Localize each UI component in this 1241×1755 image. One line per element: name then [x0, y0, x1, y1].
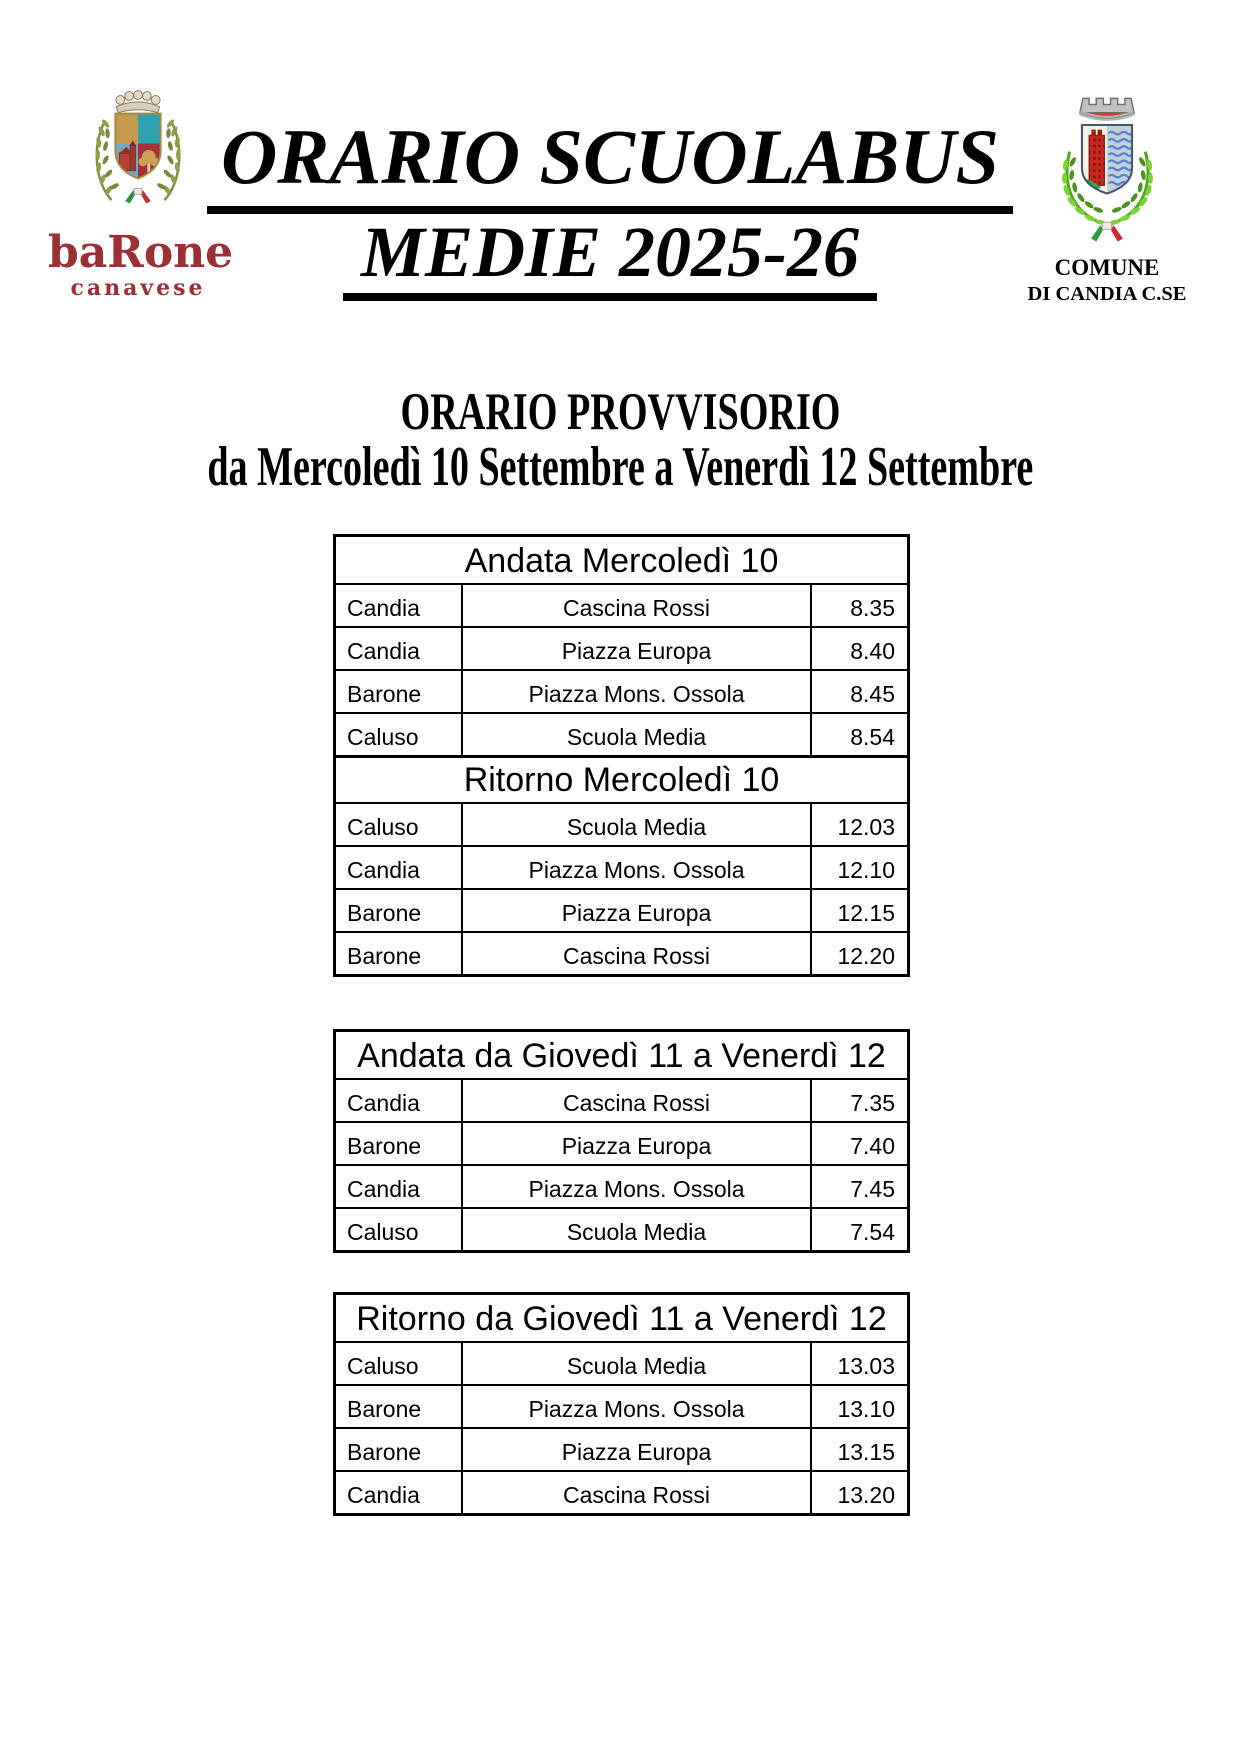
cell-time: 12.20: [812, 931, 907, 974]
subtitle-line2: [0, 436, 1241, 498]
cell-stop: Piazza Mons. Ossola: [463, 845, 812, 888]
cell-time: 12.03: [812, 802, 907, 845]
main-title-line1-text: ORARIO SCUOLABUS: [207, 118, 1013, 214]
main-title-line1: [150, 113, 1070, 214]
comune-label-line1: COMUNE: [1054, 255, 1160, 280]
cell-town: Caluso: [336, 712, 463, 755]
cell-town: Barone: [336, 931, 463, 974]
barone-wordmark: baRone: [48, 227, 234, 278]
cell-stop: Cascina Rossi: [463, 1078, 812, 1121]
cell-time: 13.15: [812, 1427, 907, 1470]
cell-town: Candia: [336, 1470, 463, 1513]
comune-label-line2: DI CANDIA C.SE: [1027, 283, 1187, 305]
cell-stop: Cascina Rossi: [463, 1470, 812, 1513]
cell-time: 7.45: [812, 1164, 907, 1207]
cell-stop: Cascina Rossi: [463, 583, 812, 626]
candia-crest-icon: [1041, 88, 1174, 252]
cell-town: Candia: [336, 626, 463, 669]
cell-time: 8.54: [812, 712, 907, 755]
cell-town: Candia: [336, 1164, 463, 1207]
subtitle: [0, 383, 1241, 498]
main-title-line2: [150, 212, 1070, 301]
cell-stop: Cascina Rossi: [463, 931, 812, 974]
cell-stop: Scuola Media: [463, 802, 812, 845]
cell-time: 8.45: [812, 669, 907, 712]
tricolor-ribbon: [1091, 222, 1123, 241]
cell-town: Candia: [336, 583, 463, 626]
cell-time: 12.15: [812, 888, 907, 931]
cell-town: Caluso: [336, 802, 463, 845]
cell-stop: Piazza Europa: [463, 1121, 812, 1164]
cell-town: Barone: [336, 888, 463, 931]
cell-stop: Scuola Media: [463, 712, 812, 755]
cell-stop: Piazza Europa: [463, 626, 812, 669]
table-section-header: Andata da Giovedì 11 a Venerdì 12: [357, 1037, 886, 1075]
subtitle-line1-text: ORARIO PROVVISORIO: [400, 383, 841, 441]
main-title: [150, 113, 1070, 301]
cell-time: 7.40: [812, 1121, 907, 1164]
cell-time: 8.35: [812, 583, 907, 626]
cell-time: 12.10: [812, 845, 907, 888]
cell-town: Candia: [336, 845, 463, 888]
cell-stop: Piazza Europa: [463, 1427, 812, 1470]
table-section-header: Ritorno da Giovedì 11 a Venerdì 12: [356, 1300, 887, 1338]
cell-town: Barone: [336, 1121, 463, 1164]
cell-stop: Piazza Mons. Ossola: [463, 1384, 812, 1427]
subtitle-line2-text: da Mercoledì 10 Settembre a Venerdì 12 Settembre: [207, 436, 1034, 498]
cell-stop: Piazza Europa: [463, 888, 812, 931]
cell-time: 8.40: [812, 626, 907, 669]
cell-time: 13.10: [812, 1384, 907, 1427]
schedule-table-andata-thu11-fri12: [333, 1029, 910, 1253]
crown: [116, 91, 160, 113]
cell-stop: Piazza Mons. Ossola: [463, 669, 812, 712]
tricolor-ribbon: [125, 188, 151, 203]
cell-time: 7.54: [812, 1207, 907, 1250]
cell-stop: Scuola Media: [463, 1341, 812, 1384]
cell-time: 7.35: [812, 1078, 907, 1121]
main-title-line2-text: MEDIE 2025-26: [343, 216, 877, 301]
cell-town: Caluso: [336, 1207, 463, 1250]
table-section-header: Ritorno Mercoledì 10: [336, 755, 907, 802]
cell-town: Candia: [336, 1078, 463, 1121]
table-section-header: Andata Mercoledì 10: [464, 542, 779, 580]
cell-town: Barone: [336, 1427, 463, 1470]
cell-time: 13.03: [812, 1341, 907, 1384]
schedule-table-ritorno-thu11-fri12: [333, 1292, 910, 1516]
cell-town: Barone: [336, 669, 463, 712]
comune-candia-logo: [1012, 88, 1202, 307]
cell-time: 13.20: [812, 1470, 907, 1513]
cell-town: Barone: [336, 1384, 463, 1427]
cell-stop: Scuola Media: [463, 1207, 812, 1250]
cell-stop: Piazza Mons. Ossola: [463, 1164, 812, 1207]
subtitle-line1: [0, 383, 1241, 441]
schedule-table-wednesday-10: [333, 534, 910, 977]
canavese-wordmark: canavese: [70, 275, 206, 301]
mural-crown: [1079, 98, 1133, 119]
cell-town: Caluso: [336, 1341, 463, 1384]
